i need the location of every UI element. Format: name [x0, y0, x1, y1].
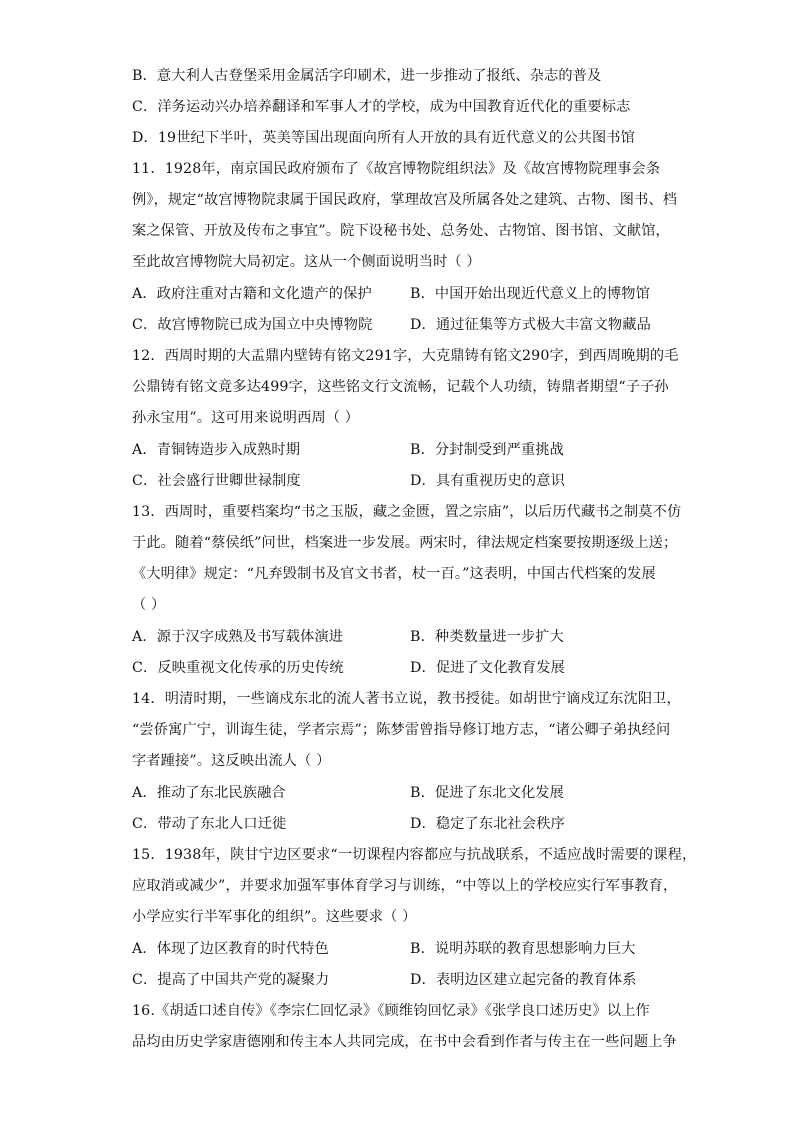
q13-options-row-2	[132, 658, 662, 678]
q14-option-a[interactable]: A．推动了东北民族融合	[132, 785, 286, 801]
q13-stem-line: 13．西周时，重要档案均“书之玉版，藏之金匮，置之宗庙”，以后历代藏书之制莫不仿	[132, 504, 682, 520]
q11-options-row-2	[132, 315, 662, 335]
q16-stem-line: 品均由历史学家唐德刚和传主本人共同完成，在书中会看到作者与传主在一些问题上争	[132, 1034, 677, 1050]
prev-option-b: B．意大利人古登堡采用金属活字印刷术，进一步推动了报纸、杂志的普及	[132, 68, 602, 84]
q15-option-b[interactable]: B．说明苏联的教育思想影响力巨大	[410, 941, 636, 957]
q11-option-b[interactable]: B．中国开始出现近代意义上的博物馆	[410, 286, 650, 302]
q14-option-c[interactable]: C．带动了东北人口迁徙	[132, 816, 287, 832]
q13-stem-line: （ ）	[132, 597, 166, 613]
q12-stem-line: 孙永宝用”。这可用来说明西周（ ）	[132, 410, 360, 426]
q15-stem-line: 15．1938年，陕甘宁边区要求“一切课程内容都应与抗战联系，不适应战时需要的课程，	[132, 847, 697, 863]
q13-option-d[interactable]: D．促进了文化教育发展	[410, 660, 565, 676]
q16-stem-line: 16.《胡适口述自传》《李宗仁回忆录》《顾维钧回忆录》《张学良口述历史》以上作	[132, 1003, 650, 1019]
q11-stem-line: 例》，规定“故宫博物院隶属于国民政府，掌理故宫及所属各处之建筑、古物、图书、档	[132, 192, 678, 208]
q13-option-c[interactable]: C．反映重视文化传承的历史传统	[132, 660, 344, 676]
q12-options-row-1	[132, 440, 662, 460]
q15-option-c[interactable]: C．提高了中国共产党的凝聚力	[132, 972, 330, 988]
q11-stem-line: 11．1928年，南京国民政府颁布了《故宫博物院组织法》及《故宫博物院理事会条	[132, 161, 661, 177]
q12-stem-line: 公鼎铸有铭文竟多达499字，这些铭文行文流畅，记载个人功绩，铸鼎者期望“子子孙	[132, 379, 669, 395]
q12-option-b[interactable]: B．分封制受到严重挑战	[410, 442, 564, 458]
q11-option-d[interactable]: D．通过征集等方式极大丰富文物藏品	[410, 317, 651, 333]
q14-stem-line: “尝侨寓广宁，训诲生徒，学者宗焉”；陈梦雷曾指导修订地方志，“诸公卿子弟执经问	[132, 722, 671, 738]
q12-options-row-2	[132, 471, 662, 491]
q11-option-c[interactable]: C．故宫博物院已成为国立中央博物院	[132, 317, 373, 333]
q13-stem-line: 于此。随着“蔡侯纸”问世，档案进一步发展。两宋时，律法规定档案要按期逐级上送；	[132, 535, 678, 551]
q15-options-row-1	[132, 939, 662, 959]
q13-options-row-1	[132, 627, 662, 647]
q13-option-a[interactable]: A．源于汉字成熟及书写载体演进	[132, 629, 344, 645]
q15-option-d[interactable]: D．表明边区建立起完备的教育体系	[410, 972, 637, 988]
q14-option-d[interactable]: D．稳定了东北社会秩序	[410, 816, 565, 832]
q13-stem-line: 《大明律》规定：“凡弃毁制书及官文书者，杖一百。”这表明，中国古代档案的发展	[132, 566, 656, 582]
q15-stem-line: 应取消或减少”，并要求加强军事体育学习与训练，“中等以上的学校应实行军事教育，	[132, 878, 678, 894]
q14-option-b[interactable]: B．促进了东北文化发展	[410, 785, 564, 801]
prev-option-d: D．19世纪下半叶，英美等国出现面向所有人开放的具有近代意义的公共图书馆	[132, 130, 636, 146]
q15-option-a[interactable]: A．体现了边区教育的时代特色	[132, 941, 329, 957]
q11-stem-line: 案之保管、开放及传布之事宜”。院下设秘书处、总务处、古物馆、图书馆、文献馆，	[132, 223, 670, 239]
q11-stem-line: 至此故宫博物院大局初定。这从一个侧面说明当时（ ）	[132, 254, 481, 270]
q12-stem-line: 12．西周时期的大盂鼎内壁铸有铭文291字，大克鼎铸有铭文290字，到西周晚期的毛	[132, 348, 679, 364]
q15-options-row-2	[132, 970, 662, 990]
q15-stem-line: 小学应实行半军事化的组织”。这些要求（ ）	[132, 909, 417, 925]
q14-options-row-2	[132, 814, 662, 834]
q12-option-a[interactable]: A．青铜铸造步入成熟时期	[132, 442, 301, 458]
q11-options-row-1	[132, 284, 662, 304]
q11-option-a[interactable]: A．政府注重对古籍和文化遗产的保护	[132, 286, 372, 302]
q12-option-d[interactable]: D．具有重视历史的意识	[410, 473, 565, 489]
q14-stem-line: 字者踵接”。这反映出流人（ ）	[132, 753, 331, 769]
q13-option-b[interactable]: B．种类数量进一步扩大	[410, 629, 564, 645]
q12-option-c[interactable]: C．社会盛行世卿世禄制度	[132, 473, 301, 489]
q14-stem-line: 14．明清时期，一些谪戍东北的流人著书立说，教书授徒。如胡世宁谪戍辽东沈阳卫，	[132, 691, 681, 707]
prev-option-c: C．洋务运动兴办培养翻译和军事人才的学校，成为中国教育近代化的重要标志	[132, 99, 631, 115]
q14-options-row-1	[132, 783, 662, 803]
